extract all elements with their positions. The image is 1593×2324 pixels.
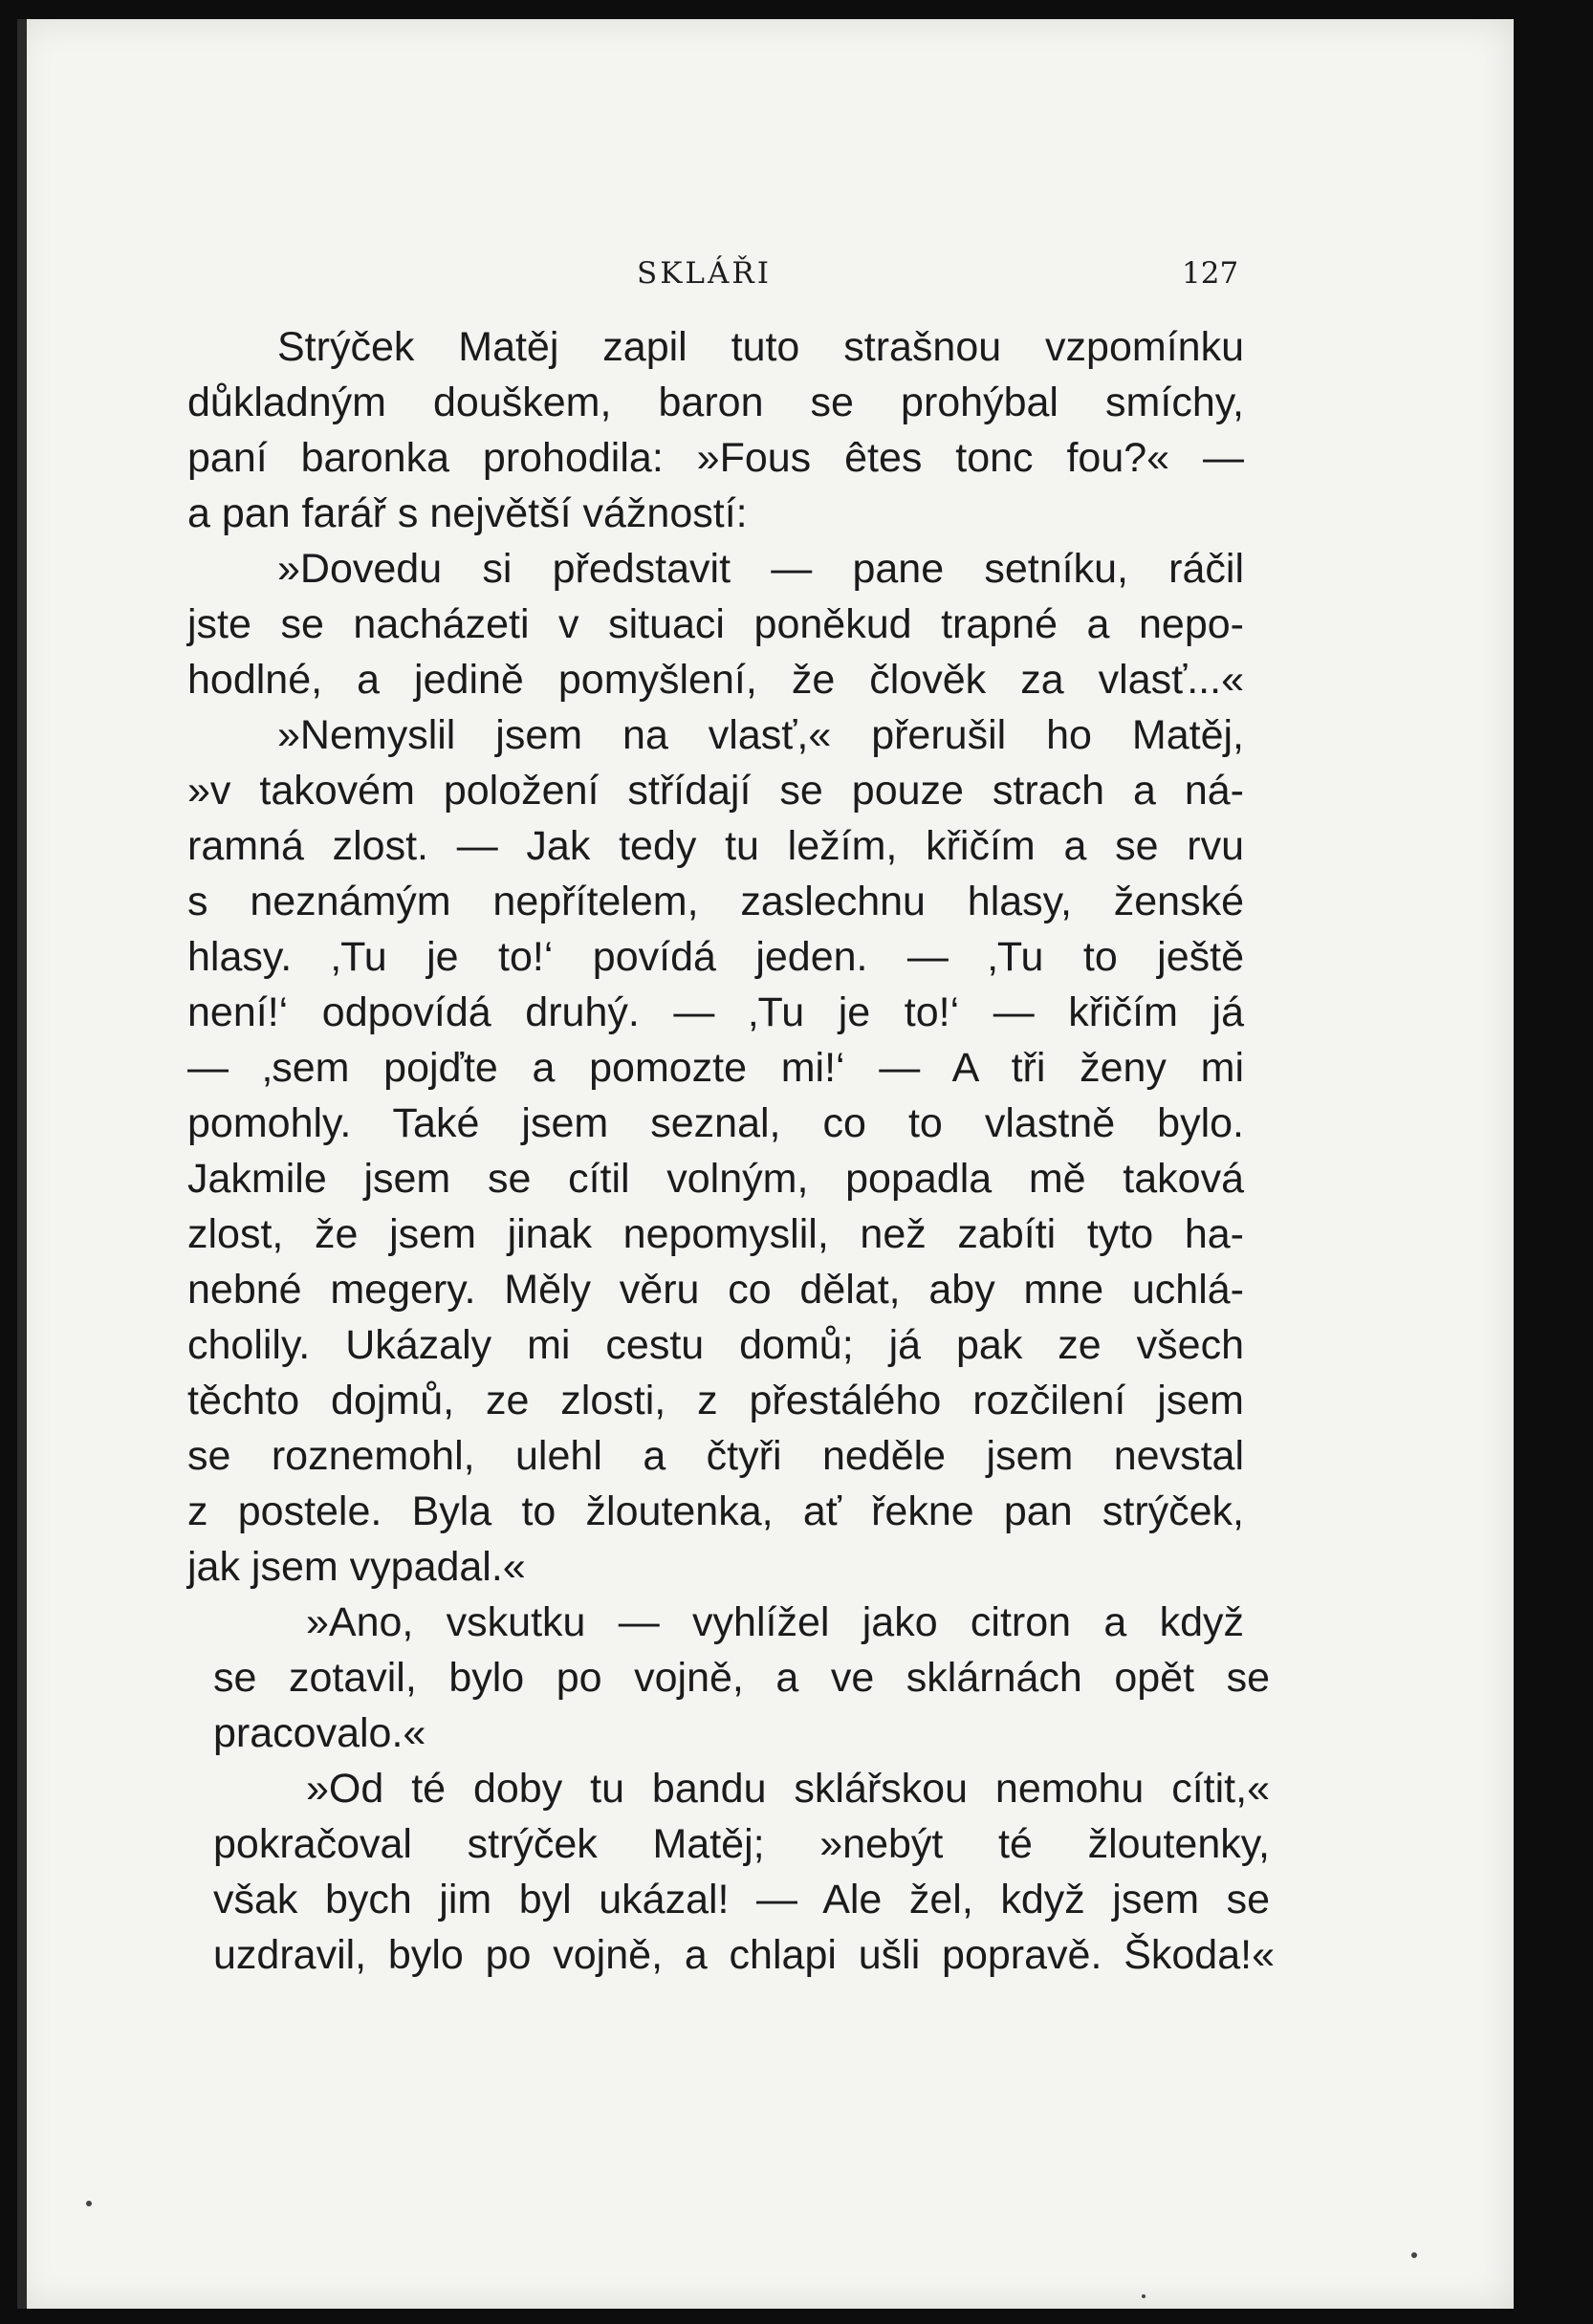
text-line: důkladným douškem, baron se prohýbal smíchy, xyxy=(187,380,1244,425)
text-line: nebné megery. Měly věru co dělat, aby mne uchlá- xyxy=(187,1267,1244,1313)
paper-speck xyxy=(1411,2252,1417,2258)
text-line: pokračoval strýček Matěj; »nebýt té žloutenky, xyxy=(213,1821,1270,1867)
paper-speck xyxy=(86,2201,92,2206)
text-line: se zotavil, bylo po vojně, a ve sklárnách opět se xyxy=(213,1655,1270,1701)
text-line: uzdravil, bylo po vojně, a chlapi ušli popravě. Škoda!« xyxy=(213,1932,1275,1978)
text-line: jak jsem vypadal.« xyxy=(187,1544,526,1590)
text-line: těchto dojmů, ze zlosti, z přestálého rozčilení jsem xyxy=(187,1378,1244,1423)
body-text xyxy=(17,19,1514,2309)
text-line: a pan farář s největší vážností: xyxy=(187,490,748,536)
text-line: »v takovém položení střídají se pouze strach a ná- xyxy=(187,768,1244,814)
text-line: »Od té doby tu bandu sklářskou nemohu cítit,« xyxy=(306,1766,1270,1812)
paper-speck xyxy=(1142,2294,1146,2298)
text-line: není!‘ odpovídá druhý. — ‚Tu je to!‘ — křičím já xyxy=(187,989,1244,1035)
book-page xyxy=(17,19,1514,2309)
text-line: — ‚sem pojďte a pomozte mi!‘ — A tři ženy mi xyxy=(187,1045,1244,1091)
text-line: paní baronka prohodila: »Fous êtes tonc fou?« — xyxy=(187,435,1244,481)
text-line: jste se nacházeti v situaci poněkud trapné a nepo- xyxy=(187,601,1244,647)
page-number: 127 xyxy=(1182,256,1239,291)
text-line: zlost, že jsem jinak nepomyslil, než zabíti tyto ha- xyxy=(187,1211,1244,1257)
text-line: »Dovedu si představit — pane setníku, ráčil xyxy=(277,546,1244,592)
text-line: hodlné, a jedině pomyšlení, že člověk za vlasť...« xyxy=(187,657,1244,703)
text-line: »Nemyslil jsem na vlasť,« přerušil ho Matěj, xyxy=(277,712,1244,758)
text-line: Jakmile jsem se cítil volným, popadla mě taková xyxy=(187,1156,1244,1202)
text-line: ramná zlost. — Jak tedy tu ležím, křičím a se rvu xyxy=(187,823,1244,869)
text-line: z postele. Byla to žloutenka, ať řekne pan strýček, xyxy=(187,1488,1244,1534)
text-line: Strýček Matěj zapil tuto strašnou vzpomínku xyxy=(277,324,1244,370)
text-line: »Ano, vskutku — vyhlížel jako citron a když xyxy=(306,1599,1244,1645)
text-line: však bych jim byl ukázal! — Ale žel, když jsem se xyxy=(213,1877,1270,1922)
text-line: se roznemohl, ulehl a čtyři neděle jsem nevstal xyxy=(187,1433,1244,1479)
text-line: pracovalo.« xyxy=(213,1710,426,1756)
text-line: cholily. Ukázaly mi cestu domů; já pak ze všech xyxy=(187,1322,1244,1368)
text-line: hlasy. ‚Tu je to!‘ povídá jeden. — ‚Tu to ještě xyxy=(187,934,1244,980)
running-title: SKLÁŘI xyxy=(637,256,772,291)
text-line: s neznámým nepřítelem, zaslechnu hlasy, ženské xyxy=(187,879,1244,924)
text-line: pomohly. Také jsem seznal, co to vlastně bylo. xyxy=(187,1100,1244,1146)
